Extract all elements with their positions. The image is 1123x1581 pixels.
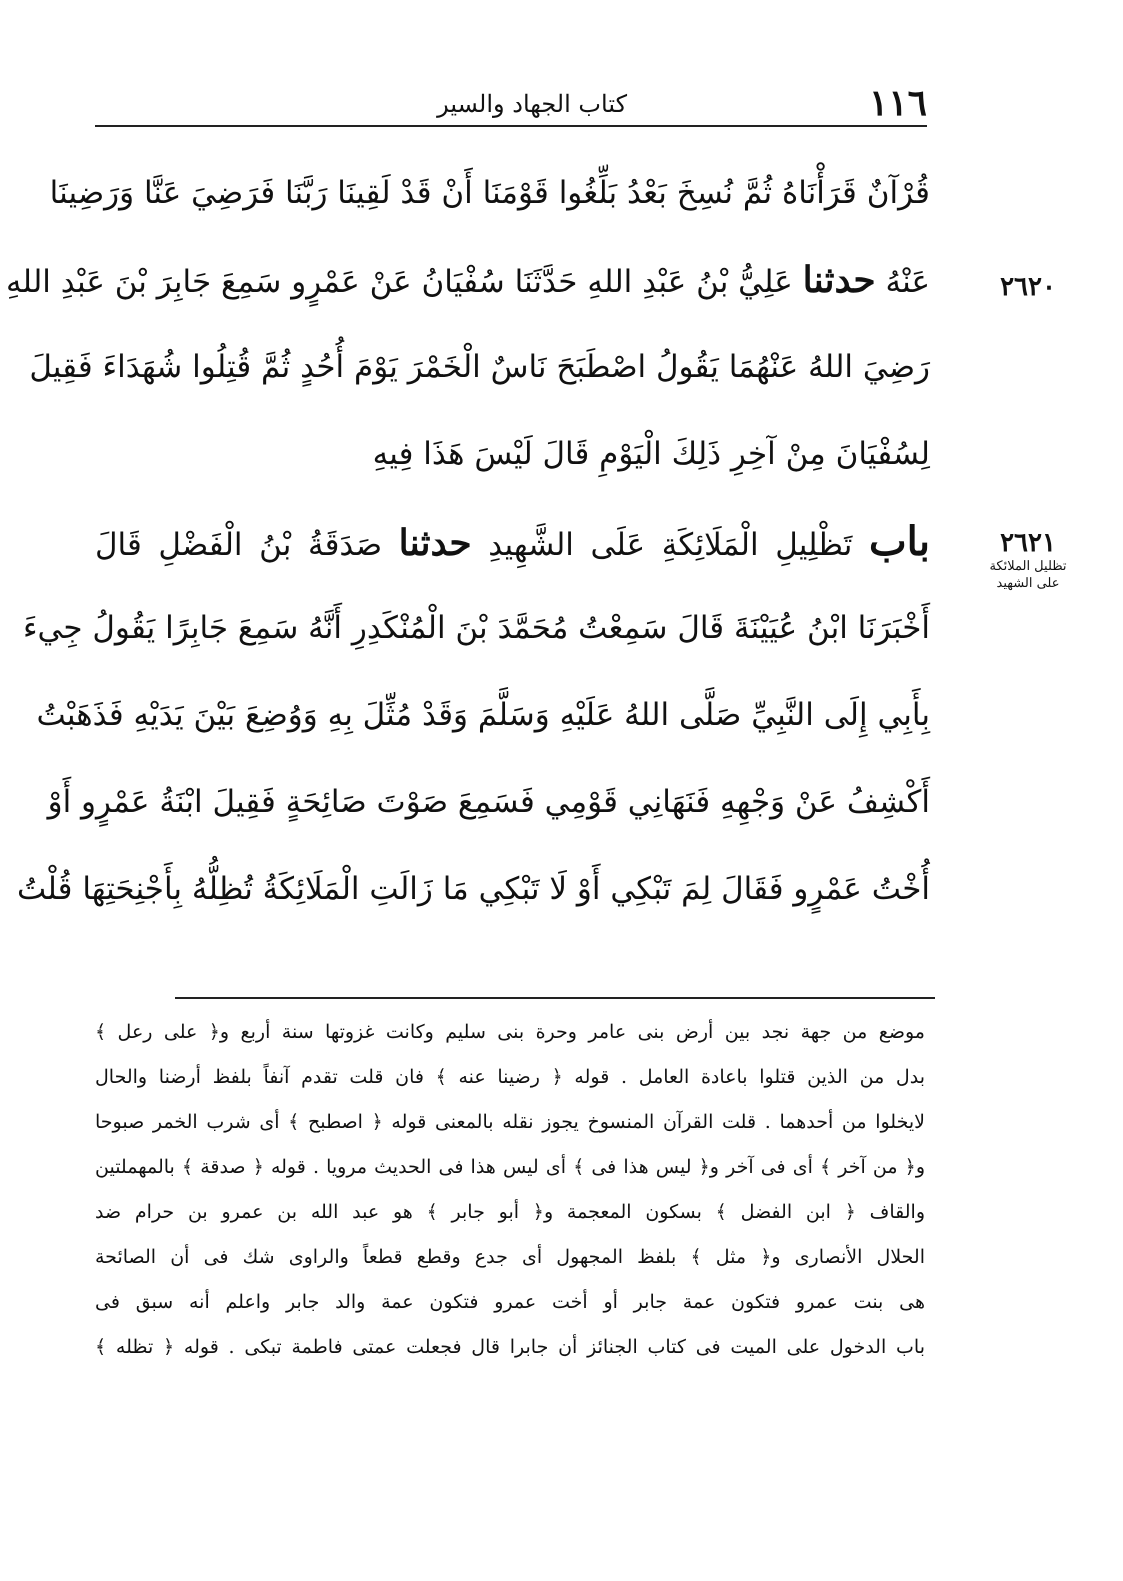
text-line: أَكْشِفُ عَنْ وَجْهِهِ فَنَهَانِي قَوْمِي فَسَمِعَ صَوْتَ صَائِحَةٍ فَقِيلَ ابْنَةُ عَمْرٍو أَوْ [47, 784, 930, 820]
text-line [5, 237, 930, 324]
footnote-line: الحلال الأنصارى و﴿ مثل ﴾ بلفظ المجهول أى جدع وقطع قطعاً والراوى شك فى أن الصائحة [95, 1246, 925, 1268]
footnote-line: موضع من جهة نجد بين أرض بنى عامر وحرة بنى سليم وكانت غزوتها سنة أربع و﴿ على رعل ﴾ [95, 1021, 925, 1043]
text-line [95, 498, 930, 585]
hadith-number: ٢٦٢٠ [1000, 272, 1056, 302]
footnote-line: لايخلوا من أحدهما . قلت القرآن المنسوخ يجوز نقله بالمعنى قوله ﴿ اصطبح ﴾ أى شرب الخمر صبوحا [95, 1111, 925, 1133]
footnote-line: هى بنت عمرو فتكون عمة جابر أو أخت عمرو فتكون عمة والد جابر واعلم أنه سبق فى [95, 1291, 925, 1313]
footnote-line: باب الدخول على الميت فى كتاب الجنائز أن جابرا قال فجعلت عمتى فاطمة تبكى . قوله ﴿ تظله ﴾ [95, 1336, 925, 1358]
text-segment: عَنْهُ [885, 264, 930, 300]
chapter-title: تَظْلِيلِ الْمَلَائِكَةِ عَلَى الشَّهِيدِ [488, 527, 853, 563]
page-header [95, 72, 927, 132]
text-line: بِأَبِي إِلَى النَّبِيِّ صَلَّى اللهُ عَلَيْهِ وَسَلَّمَ وَقَدْ مُثِّلَ بِهِ وَوُضِعَ بَيْنَ يَدَيْهِ فَذَهَبْتُ [36, 697, 930, 733]
commentary-footnote [95, 1010, 925, 1370]
footnote-line: و﴿ من آخر ﴾ أى فى آخر و﴿ ليس هذا فى ﴾ أى ليس هذا فى الحديث مرويا . قوله ﴿ صدقة ﴾ بالمهملتين [95, 1156, 925, 1178]
hadith-number: ٢٦٢١ [1000, 528, 1056, 558]
main-text [5, 150, 930, 933]
text-line: أُخْتُ عَمْرٍو فَقَالَ لِمَ تَبْكِي أَوْ لَا تَبْكِي مَا زَالَتِ الْمَلَائِكَةُ تُظِلُّهُ بِأَجْنِحَتِهَا قُلْتُ [16, 871, 930, 907]
chapter-margin-label: على الشهيد [996, 576, 1060, 591]
footnote-line: والقاف ﴿ ابن الفضل ﴾ بسكون المعجمة و﴿ أبو جابر ﴾ هو عبد الله بن عمرو بن حرام ضد [95, 1201, 925, 1223]
chapter-heading-bab: باب [869, 518, 930, 565]
chapter-margin-label: تظليل الملائكة [989, 559, 1067, 574]
text-line: قُرْآنٌ قَرَأْنَاهُ ثُمَّ نُسِخَ بَعْدُ بَلِّغُوا قَوْمَنَا أَنْ قَدْ لَقِينَا رَبَّنَا فَرَضِيَ عَنَّا وَرَضِينَا [49, 175, 930, 211]
keyword-haddathana: حدثنا [802, 259, 876, 301]
text-line: لِسُفْيَانَ مِنْ آخِرِ ذَلِكَ الْيَوْمِ قَالَ لَيْسَ هَذَا فِيهِ [372, 436, 930, 472]
text-line: أَخْبَرَنَا ابْنُ عُيَيْنَةَ قَالَ سَمِعْتُ مُحَمَّدَ بْنَ الْمُنْكَدِرِ أَنَّهُ سَمِعَ جَابِرًا يَقُولُ جِيءَ [22, 610, 930, 646]
footnote-rule [175, 997, 935, 999]
margin-note-hadith-2620 [943, 272, 1113, 302]
text-segment: صَدَقَةُ بْنُ الْفَضْلِ قَالَ [95, 527, 383, 563]
margin-note-hadith-2621 [943, 528, 1113, 592]
text-segment: عَلِيُّ بْنُ عَبْدِ اللهِ حَدَّثَنَا سُفْيَانُ عَنْ عَمْرٍو سَمِعَ جَابِرَ بْنَ عَبْدِ اللهِ [5, 264, 793, 300]
footnote-line: بدل من الذين قتلوا باعادة العامل . قوله ﴿ رضينا عنه ﴾ فان قلت تقدم آنفاً بلفظ أرضنا والحال [95, 1066, 925, 1088]
running-title: كتاب الجهاد والسير [437, 90, 627, 118]
header-rule [95, 125, 927, 127]
page-number: ١١٦ [868, 82, 927, 124]
text-line: رَضِيَ اللهُ عَنْهُمَا يَقُولُ اصْطَبَحَ نَاسٌ الْخَمْرَ يَوْمَ أُحُدٍ ثُمَّ قُتِلُوا شُهَدَاءَ فَقِيلَ [29, 349, 930, 385]
keyword-haddathana: حدثنا [398, 522, 472, 564]
